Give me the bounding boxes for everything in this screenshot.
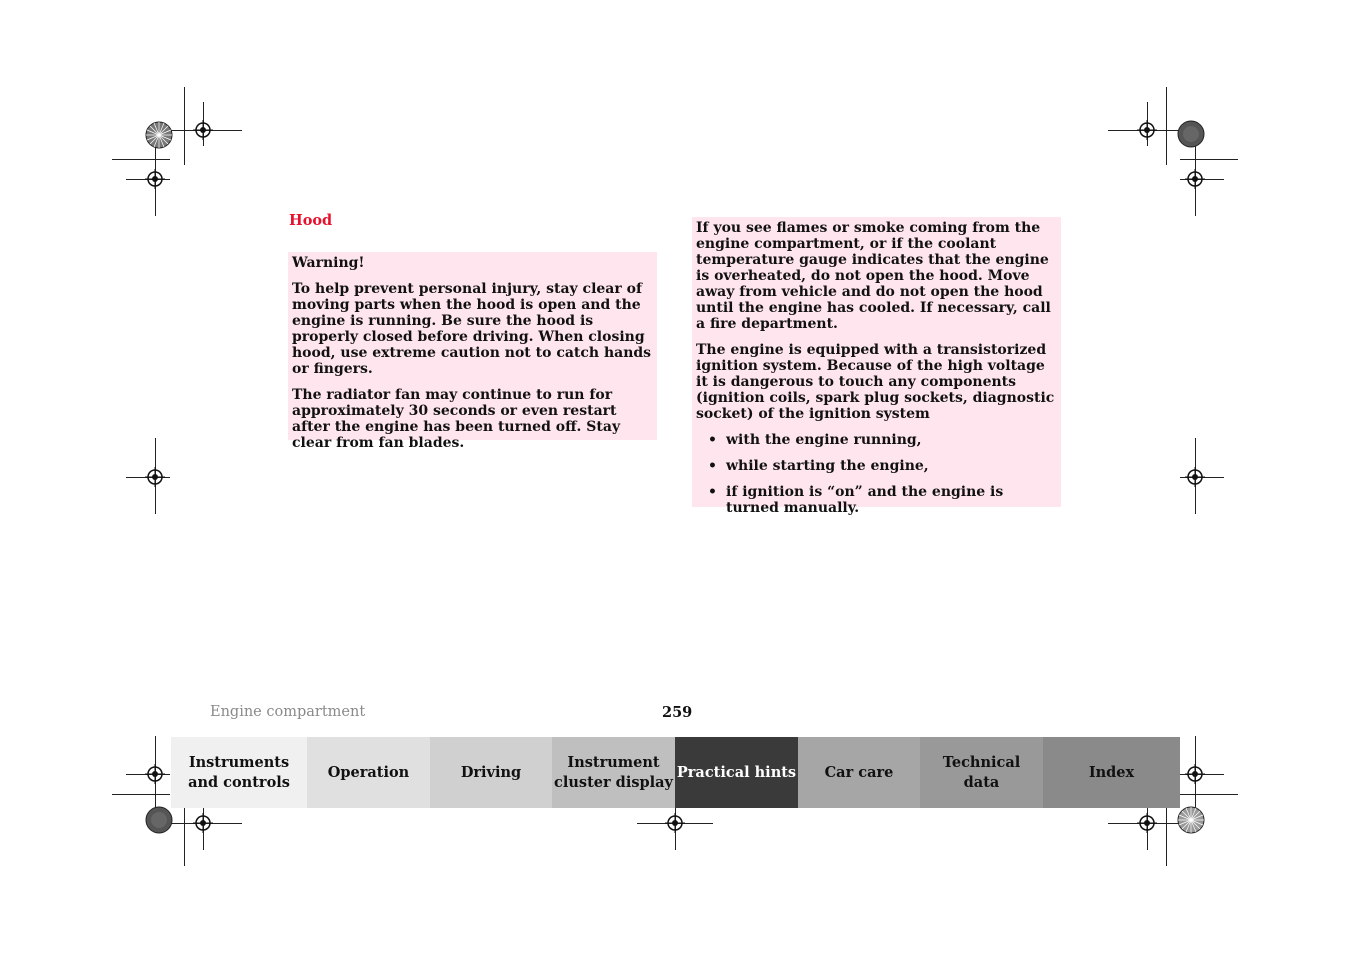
warning-heading: Warning!	[292, 255, 365, 271]
chapter-tabs	[171, 737, 1180, 808]
tab-car-care[interactable]	[798, 737, 920, 808]
registration-starburst-icon	[145, 121, 173, 149]
caution-box	[692, 217, 1061, 516]
tab-instruments-and-controls[interactable]	[171, 737, 307, 808]
registration-dark-disc-icon	[1177, 120, 1205, 148]
registration-starburst-icon	[1177, 806, 1205, 834]
warning-box	[288, 252, 657, 451]
tab-label: Instrument	[567, 753, 660, 771]
warning-paragraph: To help prevent personal injury, stay clear of moving parts when the hood is open and the engine is running. Be sure the hood is properly closed before driving. When closing hood, use extreme caution not to catch hands or fingers.	[292, 281, 652, 377]
registration-crosshair-icon	[1137, 813, 1157, 833]
crop-line	[1180, 794, 1238, 795]
bullet-item: • with the engine running,	[696, 432, 1057, 448]
tab-label: Operation	[327, 763, 410, 781]
tab-label: cluster display	[554, 773, 673, 791]
section-title: Hood	[289, 212, 333, 229]
bullet-item: • if ignition is “on” and the engine is turned manually.	[696, 484, 1057, 516]
registration-crosshair-icon	[665, 813, 685, 833]
registration-crosshair-icon	[145, 467, 165, 487]
caution-paragraph: If you see flames or smoke coming from the engine compartment, or if the coolant temperature gauge indicates that the engine is overheated, do not open the hood. Move away from vehicle and do not open the hood until the engine has cooled. If necessary, call a fire department.	[696, 220, 1051, 332]
tab-label: and controls	[188, 773, 290, 791]
warning-paragraph: The radiator fan may continue to run for approximately 30 seconds or even restart after the engine has been turned off. Stay clear from fan blades.	[292, 387, 621, 451]
tab-practical-hints[interactable]	[675, 737, 798, 808]
tab-label: Practical hints	[676, 763, 797, 781]
tab-index[interactable]	[1043, 737, 1180, 808]
registration-crosshair-icon	[145, 764, 165, 784]
tab-label: Index	[1088, 763, 1135, 781]
registration-dark-disc-icon	[145, 806, 173, 834]
tab-instrument-cluster-display[interactable]	[552, 737, 675, 808]
page-number: 259	[662, 704, 693, 721]
registration-crosshair-icon	[1185, 764, 1205, 784]
registration-crosshair-icon	[1185, 467, 1205, 487]
caution-paragraph: The engine is equipped with a transistorized ignition system. Because of the high voltage it is dangerous to touch any components (ignition coils, spark plug sockets, diagnostic socket) of the ignition system	[696, 342, 1055, 422]
caution-bullet-list	[696, 432, 1057, 516]
registration-crosshair-icon	[145, 169, 165, 189]
registration-crosshair-icon	[193, 120, 213, 140]
tab-driving[interactable]	[430, 737, 552, 808]
tab-label: Driving	[460, 763, 522, 781]
tab-technical-data[interactable]	[920, 737, 1043, 808]
crop-line	[1180, 159, 1238, 160]
tab-operation[interactable]	[307, 737, 430, 808]
crop-line	[112, 159, 170, 160]
crop-line	[1166, 87, 1167, 165]
footer-section-name: Engine compartment	[210, 704, 366, 720]
tab-label: Instruments	[188, 753, 290, 771]
tab-label: Technical	[942, 753, 1021, 771]
registration-crosshair-icon	[1185, 169, 1205, 189]
tab-label: data	[963, 773, 1000, 791]
tab-label: Car care	[824, 763, 894, 781]
bullet-item: • while starting the engine,	[696, 458, 1057, 474]
registration-crosshair-icon	[193, 813, 213, 833]
crop-line	[112, 794, 170, 795]
registration-crosshair-icon	[1137, 120, 1157, 140]
crop-line	[184, 87, 185, 165]
